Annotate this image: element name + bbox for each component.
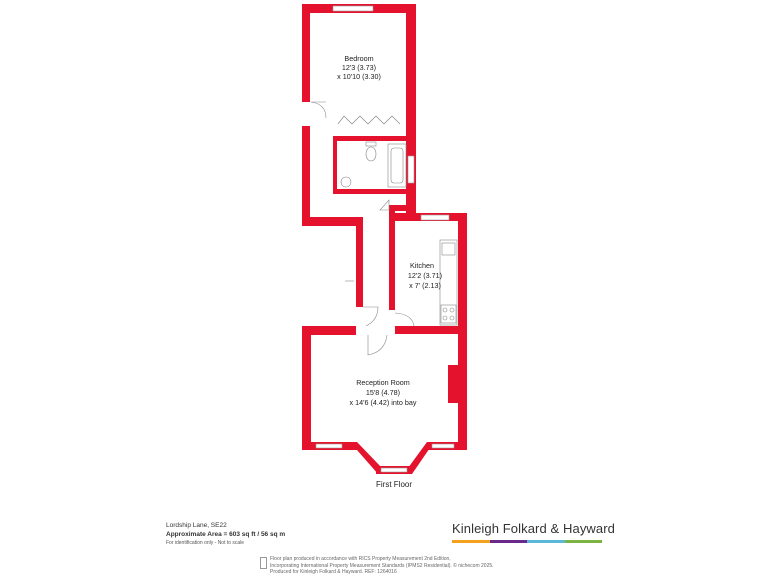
toilet-cistern [366,142,376,146]
reception-dim1: 15'8 (4.78) [365,388,401,397]
brand-bar-blue [527,540,565,543]
wall [356,217,363,307]
toilet [366,147,376,161]
sink [442,243,455,255]
wall [333,189,409,194]
window [421,215,449,220]
bedroom-dim2: x 10'10 (3.30) [337,72,381,81]
wall [389,205,395,318]
wall [333,136,337,193]
credits-line-2: Incorporating International Property Measurement Standards (IPMS2 Residential). © nichecom 2025. [270,562,494,569]
door-swing [380,200,389,210]
wardrobe-doors [338,116,400,124]
brand-bar-green [565,540,603,543]
washbasin [341,177,351,187]
bedroom-name: Bedroom [344,54,374,63]
wall [302,326,311,450]
brand-bar-purple [490,540,528,543]
window [408,156,414,183]
reception-name: Reception Room [356,378,410,387]
door-swing [311,102,326,118]
kitchen-dim1: 12'2 (3.71) [407,271,443,280]
bath-inner [391,148,403,183]
hob [450,308,454,312]
area: Approximate Area = 603 sq ft / 56 sq m [166,531,286,538]
door-gap [302,102,311,126]
cooker [441,305,456,323]
brand-color-bar [452,540,602,543]
scale-note: For identification only - Not to scale [166,540,245,546]
door-gap [389,310,395,326]
wall [458,326,467,450]
window [333,6,373,11]
hob [443,308,447,312]
credits-line-1: Floor plan produced in accordance with RICS Property Measurement 2nd Edition, [270,556,451,562]
floor-label: First Floor [376,480,412,489]
door-gap [356,307,363,327]
address: Lordship Lane, SE22 [166,522,227,529]
property-info [166,521,285,548]
wall [448,365,458,403]
hob [443,316,447,320]
door-swing [363,307,378,326]
door-swing [395,313,414,326]
brand-bar-orange [452,540,490,543]
hob [450,316,454,320]
brand-logo: Kinleigh Folkard & Hayward [452,521,616,536]
kitchen-dim2: x 7' (2.13) [409,281,441,290]
door-gap [365,326,387,335]
wall [302,217,362,226]
credits [270,556,494,576]
kitchen-name: Kitchen [410,261,434,270]
window [316,444,342,448]
credits-icon [260,557,267,569]
door-swing [368,335,387,355]
wall [406,4,416,218]
window [381,468,407,472]
wall [333,136,409,141]
wall [395,326,467,334]
credits-line-3: Produced for Kinleigh Folkard & Hayward. REF: 1264016 [270,569,397,575]
kitchen-counter [440,240,457,325]
wall [389,205,416,211]
window [432,444,454,448]
reception-dim2: x 14'6 (4.42) into bay [349,398,417,407]
wall [458,213,467,328]
bedroom-dim1: 12'3 (3.73) [341,63,377,72]
